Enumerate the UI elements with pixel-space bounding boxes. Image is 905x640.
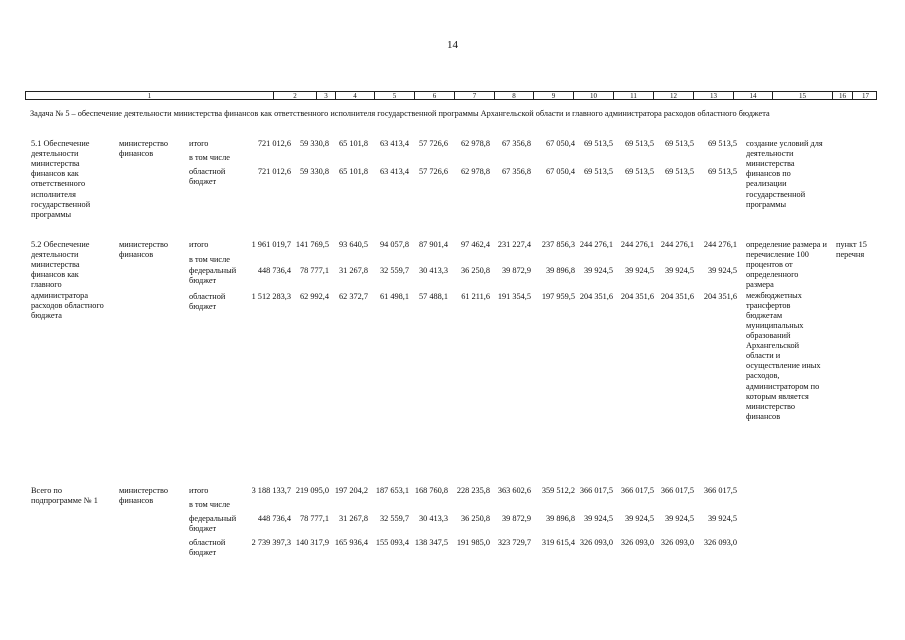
value-cell: 721 012,6	[257, 139, 291, 148]
header-cell-16: 16	[832, 92, 852, 99]
row-name: 5.1 Обеспечение деятельности министерства финансов как ответственного исполнителя государственной программы	[31, 139, 91, 219]
value-cell: 39 924,5	[664, 266, 694, 275]
row-executor: министерство финансов	[119, 139, 169, 159]
value-cell: 359 512,2	[541, 486, 575, 495]
value-cell: 94 057,8	[379, 240, 409, 249]
row-label: итого	[189, 240, 209, 249]
value-cell: 204 351,6	[579, 292, 613, 301]
value-cell: 366 017,5	[579, 486, 613, 495]
value-cell: 721 012,6	[257, 167, 291, 176]
value-cell: 39 872,9	[501, 514, 531, 523]
header-cell-10: 10	[573, 92, 613, 99]
value-cell: 191 985,0	[456, 538, 490, 547]
row-label: итого	[189, 486, 209, 495]
header-cell-17: 17	[852, 92, 878, 99]
value-cell: 168 760,8	[414, 486, 448, 495]
value-cell: 326 093,0	[579, 538, 613, 547]
value-cell: 39 924,5	[624, 514, 654, 523]
value-cell: 31 267,8	[338, 514, 368, 523]
value-cell: 78 777,1	[299, 266, 329, 275]
value-cell: 69 513,5	[664, 139, 694, 148]
row-result: создание условий для деятельности министерства финансов по реализации государственной программы	[746, 139, 823, 209]
value-cell: 219 095,0	[295, 486, 329, 495]
value-cell: 63 413,4	[379, 139, 409, 148]
value-cell: 323 729,7	[497, 538, 531, 547]
header-cell-8: 8	[494, 92, 533, 99]
value-cell: 319 615,4	[541, 538, 575, 547]
value-cell: 93 640,5	[338, 240, 368, 249]
value-cell: 39 924,5	[583, 266, 613, 275]
row-label: итого	[189, 139, 209, 148]
value-cell: 57 726,6	[418, 139, 448, 148]
value-cell: 326 093,0	[660, 538, 694, 547]
value-cell: 363 602,6	[497, 486, 531, 495]
value-cell: 36 250,8	[460, 266, 490, 275]
value-cell: 59 330,8	[299, 139, 329, 148]
header-cell-13: 13	[693, 92, 733, 99]
row-name: Всего по подпрограмме № 1	[31, 486, 98, 506]
value-cell: 67 050,4	[545, 139, 575, 148]
value-cell: 62 992,4	[299, 292, 329, 301]
header-cell-15: 15	[772, 92, 832, 99]
value-cell: 65 101,8	[338, 139, 368, 148]
value-cell: 39 924,5	[707, 514, 737, 523]
header-cell-9: 9	[533, 92, 573, 99]
value-cell: 39 896,8	[545, 514, 575, 523]
row-executor: министерство финансов	[119, 486, 169, 506]
value-cell: 2 739 397,3	[251, 538, 291, 547]
row-label: федеральный бюджет	[189, 514, 237, 534]
header-cell-3: 3	[316, 92, 335, 99]
value-cell: 197 959,5	[541, 292, 575, 301]
row-label: областной бюджет	[189, 292, 226, 312]
value-cell: 244 276,1	[579, 240, 613, 249]
value-cell: 155 093,4	[375, 538, 409, 547]
value-cell: 39 924,5	[707, 266, 737, 275]
value-cell: 39 924,5	[664, 514, 694, 523]
value-cell: 62 978,8	[460, 139, 490, 148]
task-title: Задача № 5 – обеспечение деятельности министерства финансов как ответственного исполнителя государственной программы Архангельской области и главного администратора расходов областного бюджета	[30, 109, 770, 118]
value-cell: 69 513,5	[707, 139, 737, 148]
value-cell: 448 736,4	[257, 514, 291, 523]
row-result: определение размера и перечисление 100 процентов от определенного размера межбюджетных трансфертов бюджетам муниципальных образований Архангельской области и осуществление иных расходов, администратором по которым является министерство финансов	[746, 240, 827, 421]
value-cell: 1 961 019,7	[251, 240, 291, 249]
value-cell: 30 413,3	[418, 266, 448, 275]
value-cell: 39 872,9	[501, 266, 531, 275]
row-label: в том числе	[189, 500, 230, 509]
header-cell-14: 14	[733, 92, 772, 99]
value-cell: 59 330,8	[299, 167, 329, 176]
value-cell: 32 559,7	[379, 266, 409, 275]
value-cell: 197 204,2	[334, 486, 368, 495]
value-cell: 65 101,8	[338, 167, 368, 176]
value-cell: 97 462,4	[460, 240, 490, 249]
row-note: пункт 15 перечня	[836, 240, 867, 260]
header-cell-1: 1	[147, 92, 152, 100]
value-cell: 32 559,7	[379, 514, 409, 523]
value-cell: 244 276,1	[703, 240, 737, 249]
value-cell: 326 093,0	[620, 538, 654, 547]
value-cell: 69 513,5	[583, 167, 613, 176]
value-cell: 31 267,8	[338, 266, 368, 275]
value-cell: 57 488,1	[418, 292, 448, 301]
value-cell: 165 936,4	[334, 538, 368, 547]
value-cell: 69 513,5	[664, 167, 694, 176]
value-cell: 67 356,8	[501, 139, 531, 148]
value-cell: 69 513,5	[707, 167, 737, 176]
value-cell: 204 351,6	[620, 292, 654, 301]
value-cell: 366 017,5	[660, 486, 694, 495]
column-number-header	[25, 91, 877, 100]
value-cell: 366 017,5	[703, 486, 737, 495]
value-cell: 244 276,1	[660, 240, 694, 249]
value-cell: 326 093,0	[703, 538, 737, 547]
header-cell-12: 12	[653, 92, 693, 99]
header-cell-5: 5	[374, 92, 414, 99]
header-cell-4: 4	[335, 92, 374, 99]
header-cell-11: 11	[613, 92, 653, 99]
row-label: областной бюджет	[189, 538, 226, 558]
value-cell: 62 978,8	[460, 167, 490, 176]
header-cell-2: 2	[273, 92, 316, 99]
value-cell: 67 356,8	[501, 167, 531, 176]
value-cell: 67 050,4	[545, 167, 575, 176]
value-cell: 231 227,4	[497, 240, 531, 249]
value-cell: 62 372,7	[338, 292, 368, 301]
value-cell: 36 250,8	[460, 514, 490, 523]
row-label: в том числе	[189, 255, 230, 264]
value-cell: 87 901,4	[418, 240, 448, 249]
row-label: областной бюджет	[189, 167, 226, 187]
value-cell: 39 896,8	[545, 266, 575, 275]
value-cell: 1 512 283,3	[251, 292, 291, 301]
value-cell: 138 347,5	[414, 538, 448, 547]
row-label: федеральный бюджет	[189, 266, 237, 286]
value-cell: 61 498,1	[379, 292, 409, 301]
value-cell: 61 211,6	[461, 292, 490, 301]
value-cell: 191 354,5	[497, 292, 531, 301]
value-cell: 39 924,5	[624, 266, 654, 275]
value-cell: 228 235,8	[456, 486, 490, 495]
row-label: в том числе	[189, 153, 230, 162]
value-cell: 204 351,6	[703, 292, 737, 301]
page-number: 14	[447, 39, 458, 51]
value-cell: 448 736,4	[257, 266, 291, 275]
value-cell: 187 653,1	[375, 486, 409, 495]
header-cell-7: 7	[454, 92, 494, 99]
row-executor: министерство финансов	[119, 240, 169, 260]
value-cell: 57 726,6	[418, 167, 448, 176]
value-cell: 69 513,5	[624, 167, 654, 176]
value-cell: 69 513,5	[583, 139, 613, 148]
value-cell: 141 769,5	[295, 240, 329, 249]
value-cell: 63 413,4	[379, 167, 409, 176]
row-name: 5.2 Обеспечение деятельности министерства финансов как главного администратора расходов областного бюджета	[31, 240, 104, 320]
value-cell: 3 188 133,7	[251, 486, 291, 495]
value-cell: 204 351,6	[660, 292, 694, 301]
value-cell: 30 413,3	[418, 514, 448, 523]
value-cell: 244 276,1	[620, 240, 654, 249]
value-cell: 140 317,9	[295, 538, 329, 547]
value-cell: 69 513,5	[624, 139, 654, 148]
header-cell-6: 6	[414, 92, 454, 99]
value-cell: 78 777,1	[299, 514, 329, 523]
value-cell: 39 924,5	[583, 514, 613, 523]
value-cell: 366 017,5	[620, 486, 654, 495]
value-cell: 237 856,3	[541, 240, 575, 249]
